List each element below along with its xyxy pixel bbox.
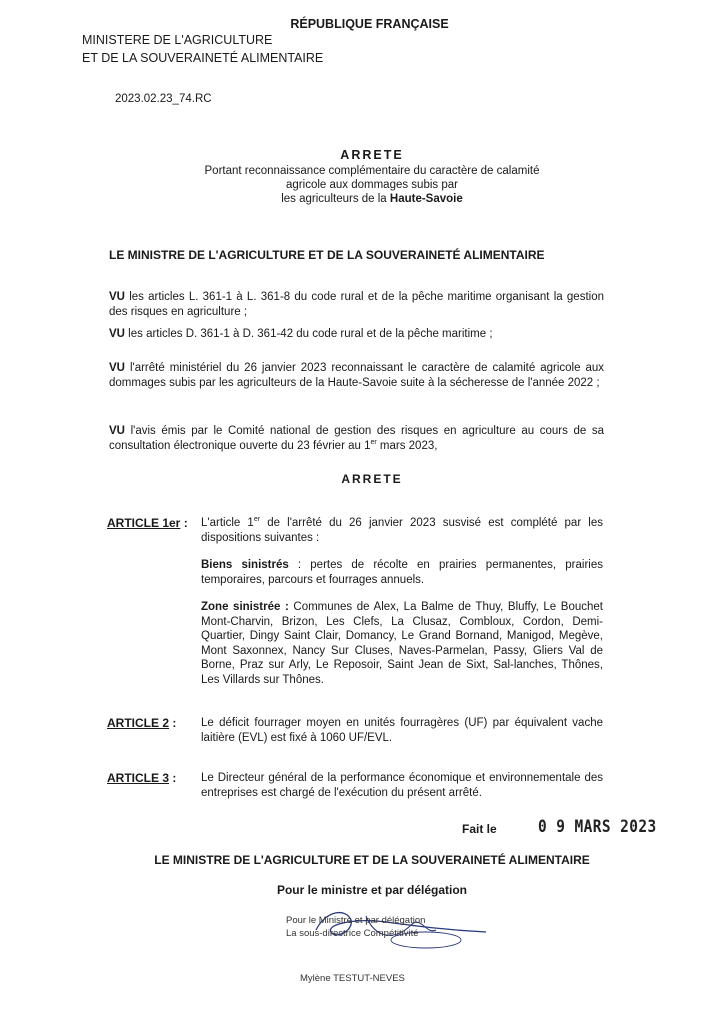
visa-vu: VU xyxy=(109,328,125,340)
signatory-name: Mylène TESTUT-NEVES xyxy=(300,973,405,984)
date-stamp: 0 9 MARS 2023 xyxy=(538,817,657,837)
article-1-label xyxy=(107,516,188,530)
article-1-intro-sup: er xyxy=(253,516,261,524)
subtitle-line-2: agricole aux dommages subis par xyxy=(286,179,458,191)
visa-1 xyxy=(109,290,604,319)
visa-vu: VU xyxy=(109,362,125,374)
article-1-intro-a: L'article 1 xyxy=(201,517,254,529)
arrete-title: ARRETE xyxy=(340,148,404,162)
visa-text: l'avis émis par le Comité national de gestion des risques en agriculture au cours de sa consultation électronique ouverte du 23 février au 1 xyxy=(109,425,604,452)
ministry-line-2: ET DE LA SOUVERAINETÉ ALIMENTAIRE xyxy=(82,51,324,65)
article-3-label xyxy=(107,771,176,785)
department-name: Haute-Savoie xyxy=(389,193,463,205)
article-2-label-text: ARTICLE 2 xyxy=(107,716,170,730)
article-2-colon: : xyxy=(169,716,177,730)
subtitle-line-1: Portant reconnaissance complémentaire du caractère de calamité xyxy=(204,165,540,177)
ministry-name xyxy=(82,31,323,67)
visa-2 xyxy=(109,327,604,342)
article-1-zone xyxy=(201,600,603,687)
article-2-text: Le déficit fourrager moyen en unités fourragères (UF) par équivalent vache laitière (EVL) est fixé à 1060 UF/EVL. xyxy=(201,717,603,744)
document-reference: 2023.02.23_74.RC xyxy=(115,93,212,105)
zone-sinistree-text: Communes de Alex, La Balme de Thuy, Bluffy, Le Bouchet Mont-Charvin, Brizon, Les Clefs, La Clusaz, Combloux, Cordon, Demi-Quartier, Dingy Saint Clair, Domancy, Le Grand Bornand, Manigod, Megève, Mont Saxonnex, Nancy Sur Cluses, Naves-Parmelan, Passy, Gliers Val de Borne, Praz sur Arly, Le Reposoir, Saint Jean de Sixt, Sal-lanches, Thônes, Les Villards sur Thônes. xyxy=(201,601,603,686)
subtitle-line-3 xyxy=(20,192,724,206)
visa-3 xyxy=(109,361,604,390)
article-3-text: Le Directeur général de la performance économique et environnementale des entreprises est chargé de l'exécution du présent arrêté. xyxy=(201,772,603,799)
visa-vu: VU xyxy=(109,425,125,437)
signature-line-2: La sous-directrice Compétitivité xyxy=(286,928,419,939)
visa-text: l'arrêté ministériel du 26 janvier 2023 reconnaissant le caractère de calamité agricole aux dommages subis par les agriculteurs de la Haute-Savoie suite à la sécheresse de l'année 2022 ; xyxy=(109,362,604,389)
fait-le-label: Fait le xyxy=(462,822,497,836)
article-2-label xyxy=(107,716,176,730)
article-3-colon: : xyxy=(169,771,177,785)
visa-text: les articles D. 361-1 à D. 361-42 du code rural et de la pêche maritime ; xyxy=(124,328,493,340)
ministry-line-1: MINISTERE DE L'AGRICULTURE xyxy=(82,33,273,47)
article-1-intro xyxy=(201,516,603,545)
article-3-label-text: ARTICLE 3 xyxy=(107,771,170,785)
biens-sinistres-text: : pertes de récolte en prairies permanentes, prairies temporaires, parcours et fourrages annuels. xyxy=(201,559,603,586)
article-1-intro-b: de l'arrêté du 26 janvier 2023 susvisé est complété par les dispositions suivantes : xyxy=(201,517,604,544)
article-1-biens xyxy=(201,558,603,587)
visa-text-end: mars 2023, xyxy=(376,439,438,452)
arrete-subtitle xyxy=(0,164,724,206)
minister-signature-heading: LE MINISTRE DE L'AGRICULTURE ET DE LA SOUVERAINETÉ ALIMENTAIRE xyxy=(154,853,590,867)
visa-sup: er xyxy=(370,438,377,446)
biens-sinistres-label: Biens sinistrés xyxy=(201,559,289,571)
republic-heading: RÉPUBLIQUE FRANÇAISE xyxy=(290,17,449,31)
signature-stamp-text xyxy=(286,914,425,940)
subtitle-line-3-prefix: les agriculteurs de la xyxy=(281,193,390,205)
arrete-heading-2: ARRETE xyxy=(341,472,403,486)
visa-4 xyxy=(109,424,604,453)
visa-vu: VU xyxy=(109,291,125,303)
delegation-line: Pour le ministre et par délégation xyxy=(276,883,468,897)
zone-sinistree-label: Zone sinistrée : xyxy=(201,601,289,613)
signature-line-1: Pour le Ministre et par délégation xyxy=(286,915,426,926)
article-1-label-text: ARTICLE 1er xyxy=(107,516,181,530)
article-1-colon: : xyxy=(180,516,188,530)
visa-text: les articles L. 361-1 à L. 361-8 du code rural et de la pêche maritime organisant la gestion des risques en agriculture ; xyxy=(109,291,604,318)
minister-heading: LE MINISTRE DE L'AGRICULTURE ET DE LA SOUVERAINETÉ ALIMENTAIRE xyxy=(109,248,545,262)
